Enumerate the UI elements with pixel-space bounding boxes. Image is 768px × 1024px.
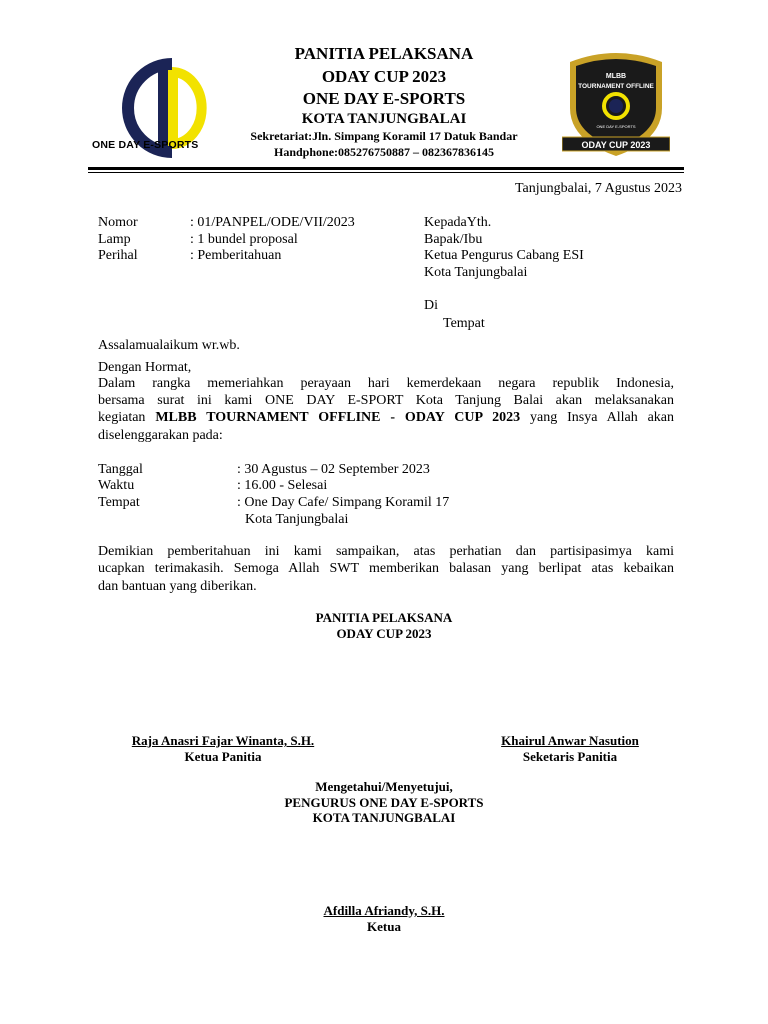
meta-label-lamp: Lamp (98, 232, 131, 247)
tournament-badge (562, 48, 670, 160)
body-line-3-post: yang Insya Allah akan (520, 410, 675, 425)
recipient-line-3: Ketua Pengurus Cabang ESI (424, 248, 584, 263)
salutation: Dengan Hormat, (98, 360, 192, 375)
header-divider-thick (88, 167, 684, 170)
body-line-2: bersama surat ini kami ONE DAY E-SPORT Kota Tanjung Balai akan melaksanakan (98, 393, 674, 408)
meta-value-lamp: : 1 bundel proposal (190, 232, 298, 247)
greeting: Assalamualaikum wr.wb. (98, 338, 240, 353)
chair-title: Ketua Panitia (184, 749, 262, 764)
body-line-1: Dalam rangka memeriahkan perayaan hari kemerdekaan negara republik Indonesia, (98, 376, 674, 391)
letterhead-org: ONE DAY E-SPORTS (302, 89, 466, 108)
event-value-tanggal: : 30 Agustus – 02 September 2023 (237, 462, 430, 477)
letterhead-city: KOTA TANJUNGBALAI (301, 111, 467, 127)
badge-text-mlbb: MLBB (605, 73, 627, 80)
secretary-name: Khairul Anwar Nasution (501, 733, 639, 748)
meta-value-perihal: : Pemberitahuan (190, 248, 282, 263)
event-label-tanggal: Tanggal (98, 462, 143, 477)
approver-title: Ketua (367, 919, 401, 934)
meta-label-perihal: Perihal (98, 248, 138, 263)
logo-wordmark: ONE DAY E-SPORTS (92, 139, 199, 151)
approver-name: Afdilla Afriandy, S.H. (323, 903, 445, 918)
approval-line-3: KOTA TANJUNGBALAI (312, 810, 456, 825)
approval-line-2: PENGURUS ONE DAY E-SPORTS (284, 795, 484, 810)
secretary-title: Seketaris Panitia (522, 749, 618, 764)
letterhead-phone: Handphone:085276750887 – 082367836145 (273, 145, 495, 159)
committee-event: ODAY CUP 2023 (336, 626, 432, 641)
meta-label-nomor: Nomor (98, 215, 138, 230)
closing-line-3: dan bantuan yang diberikan. (98, 579, 257, 594)
closing-line-1: Demikian pemberitahuan ini kami sampaikan, atas perhatian dan partisipasimya kami (98, 544, 674, 559)
body-line-4: diselenggarakan pada: (98, 428, 223, 443)
approval-line-1: Mengetahui/Menyetujui, (315, 779, 453, 794)
recipient-di: Di (424, 298, 438, 313)
badge-text-cup: ODAY CUP 2023 (581, 140, 651, 150)
recipient-line-4: Kota Tanjungbalai (424, 265, 528, 280)
recipient-line-1: KepadaYth. (424, 215, 492, 230)
header-divider-thin (88, 172, 684, 173)
chair-name: Raja Anasri Fajar Winanta, S.H. (131, 733, 315, 748)
badge-text-org: ONE DAY E-SPORTS (596, 124, 636, 129)
recipient-tempat: Tempat (443, 316, 485, 331)
event-value-tempat-cont: Kota Tanjungbalai (245, 512, 349, 527)
body-line-3 (98, 410, 674, 426)
body-line-3-pre: kegiatan (98, 410, 156, 425)
event-value-waktu: : 16.00 - Selesai (237, 478, 328, 493)
event-label-waktu: Waktu (98, 478, 135, 493)
event-label-tempat: Tempat (98, 495, 140, 510)
closing-line-2: ucapkan terimakasih. Semoga Allah SWT memberikan balasan yang berlipat atas kebaikan (98, 561, 674, 576)
letterhead-title: PANITIA PELAKSANA (294, 44, 474, 63)
event-value-tempat: : One Day Cafe/ Simpang Koramil 17 (237, 495, 450, 510)
badge-text-tournament: TOURNAMENT OFFLINE (578, 83, 654, 90)
committee-title: PANITIA PELAKSANA (315, 610, 453, 625)
recipient-line-2: Bapak/Ibu (424, 232, 483, 247)
event-name: MLBB TOURNAMENT OFFLINE - ODAY CUP 2023 (155, 410, 521, 425)
letterhead-event: ODAY CUP 2023 (321, 67, 447, 86)
letterhead-address: Sekretariat:Jln. Simpang Koramil 17 Datuk Bandar (250, 129, 518, 143)
letter-date: Tanjungbalai, 7 Agustus 2023 (514, 181, 682, 196)
meta-value-nomor: : 01/PANPEL/ODE/VII/2023 (190, 215, 355, 230)
